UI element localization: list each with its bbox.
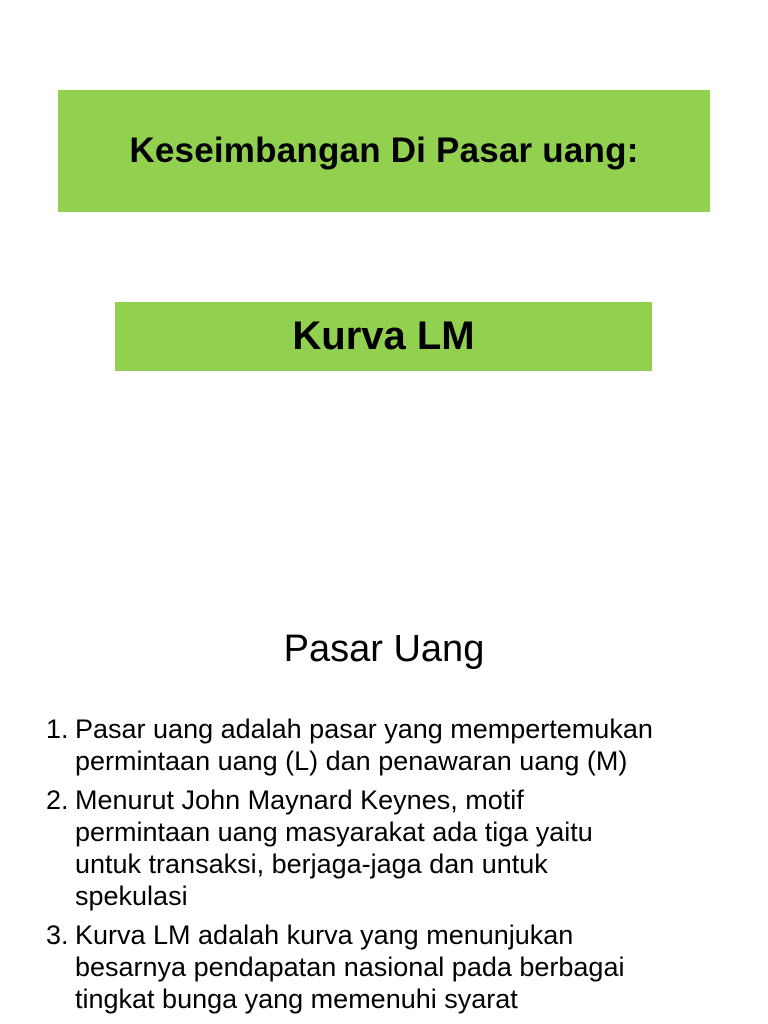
point-number: 3. — [46, 920, 69, 950]
section-heading: Pasar Uang — [283, 628, 485, 670]
point-text — [75, 919, 736, 1015]
point-line: besarnya pendapatan nasional pada berbagai — [75, 952, 625, 982]
point-line: Pasar uang adalah pasar yang mempertemukan — [75, 714, 653, 744]
point-list — [46, 713, 736, 1022]
list-item — [46, 784, 736, 912]
point-line: Menurut John Maynard Keynes, motif — [75, 785, 524, 815]
slide-title: Keseimbangan Di Pasar uang: — [129, 131, 639, 170]
point-line: spekulasi — [75, 881, 188, 911]
point-number: 2. — [46, 785, 69, 815]
point-line: permintaan uang (L) dan penawaran uang (M) — [75, 746, 628, 776]
point-line: untuk transaksi, berjaga-jaga dan untuk — [75, 849, 548, 879]
list-item — [46, 919, 736, 1015]
slide-subtitle: Kurva LM — [292, 314, 475, 358]
point-line: permintaan uang masyarakat ada tiga yaitu — [75, 817, 593, 847]
point-text — [75, 784, 736, 912]
title-banner — [58, 90, 710, 212]
subtitle-banner — [115, 302, 652, 371]
slide-two — [0, 576, 768, 1024]
point-number: 1. — [46, 714, 69, 744]
list-item — [46, 713, 736, 777]
point-line: tingkat bunga yang memenuhi syarat — [75, 984, 518, 1014]
point-text — [75, 713, 736, 777]
point-line: Kurva LM adalah kurva yang menunjukan — [75, 920, 574, 950]
